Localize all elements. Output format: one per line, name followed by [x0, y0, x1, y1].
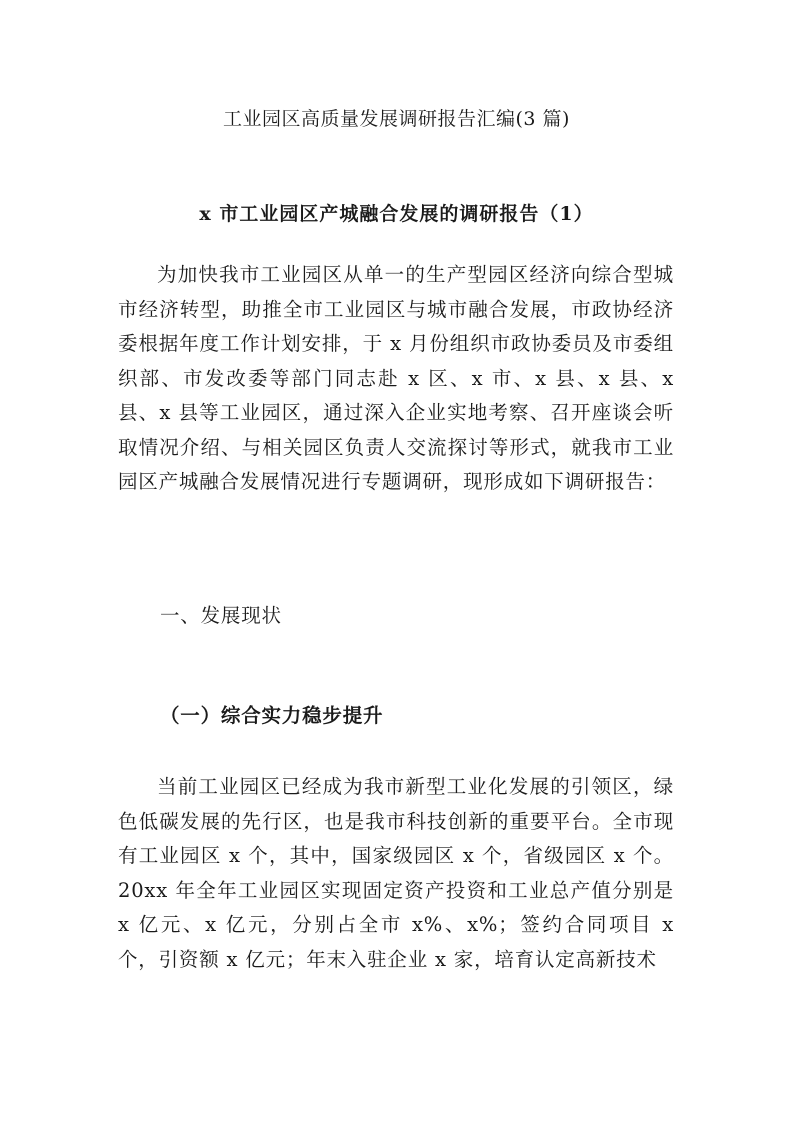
- report-title: x 市工业园区产城融合发展的调研报告（1）: [199, 203, 594, 225]
- intro-paragraph: 为加快我市工业园区从单一的生产型园区经济向综合型城市经济转型，助推全市工业园区与城市融合发展，市政协经济委根据年度工作计划安排，于 x 月份组织市政协委员及市委组织部、市发改委等部门同志赴 x 区、x 市、x 县、x 县、x 县、x 县等工业园区，通过深入企业实地考察、召开座谈会听取情况介绍、与相关园区负责人交流探讨等形式，就我市工业园区产城融合发展情况进行专题调研，现形成如下调研报告：: [118, 263, 674, 493]
- subsection-heading-overall-strength: （一）综合实力稳步提升: [160, 704, 384, 727]
- document-title: 工业园区高质量发展调研报告汇编(3 篇): [223, 108, 570, 130]
- subsection-paragraph: 当前工业园区已经成为我市新型工业化发展的引领区，绿色低碳发展的先行区，也是我市科技创新的重要平台。全市现有工业园区 x 个，其中，国家级园区 x 个，省级园区 x 个。20xx 年全年工业园区实现固定资产投资和工业总产值分别是 x 亿元、x 亿元，分别占全市 x%、x%；签约合同项目 x 个，引资额 x 亿元；年末入驻企业 x 家，培育认定高新技术: [118, 775, 674, 971]
- section-heading-development-status: 一、发展现状: [160, 604, 282, 627]
